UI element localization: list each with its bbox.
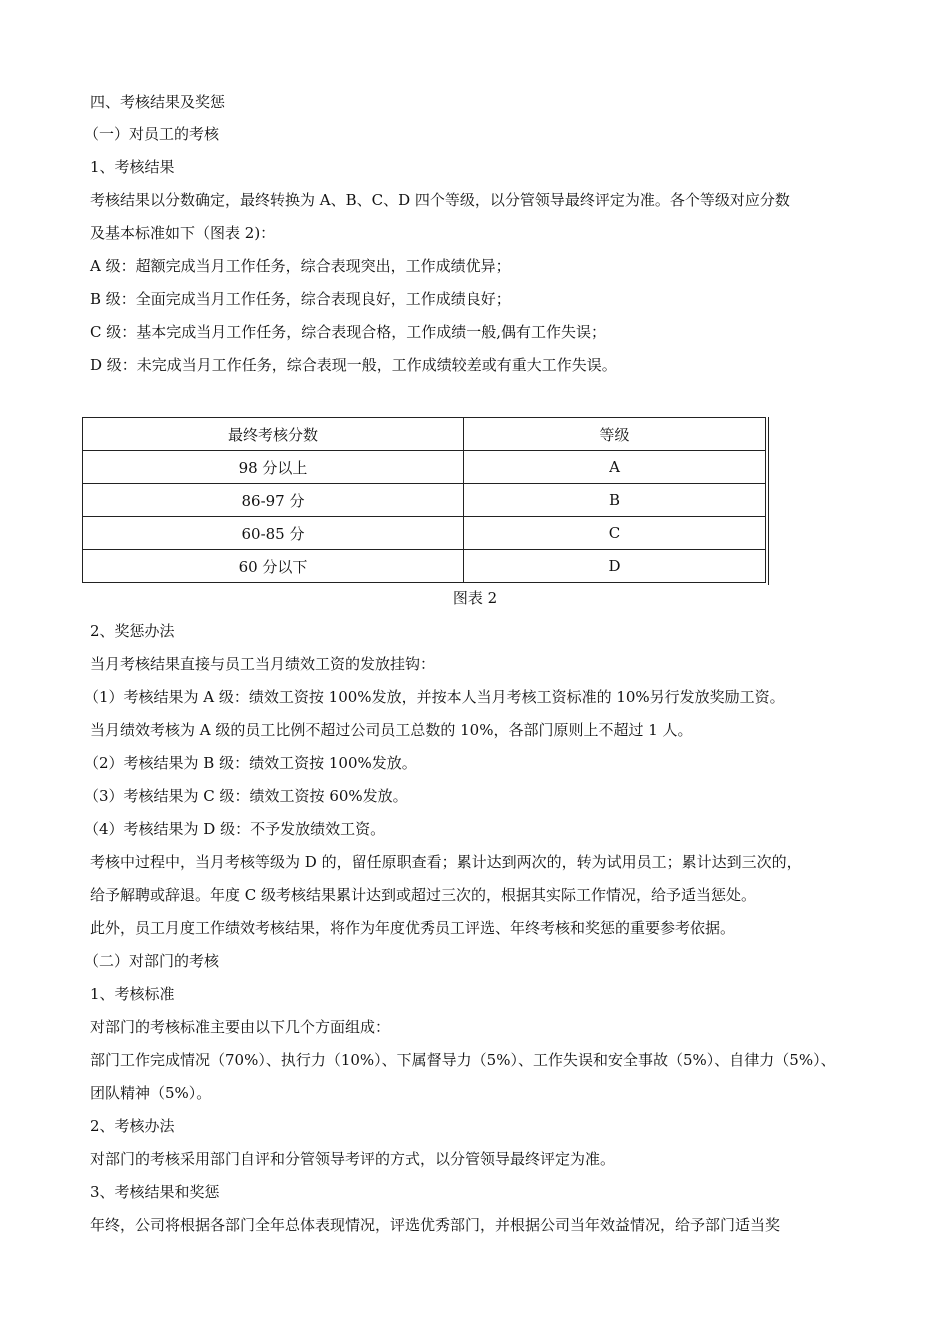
- grade-c-description: C 级：基本完成当月工作任务，综合表现合格，工作成绩一般,偶有工作失误；: [90, 323, 607, 341]
- table-cell: D: [464, 550, 766, 583]
- table-cell: A: [464, 451, 766, 484]
- item-heading-rewards: 2、奖惩办法: [90, 622, 175, 640]
- paragraph-line: 年终，公司将根据各部门全年总体表现情况，评选优秀部门，并根据公司当年效益情况，给予部门适当奖: [90, 1216, 781, 1234]
- paragraph-line: （2）考核结果为 B 级：绩效工资按 100%发放。: [84, 754, 417, 772]
- table-row: [83, 550, 766, 583]
- table-header-row: [83, 418, 766, 451]
- table-caption: 图表 2: [452, 589, 498, 607]
- subsection-heading-departments: （二）对部门的考核: [84, 952, 220, 970]
- table-row: [83, 517, 766, 550]
- paragraph-line: 考核中过程中，当月考核等级为 D 的，留任原职查看；累计达到两次的，转为试用员工；累计达到三次的，: [90, 853, 802, 871]
- paragraph-line: 此外，员工月度工作绩效考核结果，将作为年度优秀员工评选、年终考核和奖惩的重要参考依据。: [90, 919, 736, 937]
- table-row: [83, 451, 766, 484]
- table-double-border: [768, 417, 769, 585]
- table-row: [83, 484, 766, 517]
- paragraph-line: 当月考核结果直接与员工当月绩效工资的发放挂钩：: [90, 655, 436, 673]
- table-cell: C: [464, 517, 766, 550]
- table-header-cell: 等级: [464, 418, 766, 451]
- item-heading-method: 2、考核办法: [90, 1117, 175, 1135]
- item-heading-standards: 1、考核标准: [90, 985, 175, 1003]
- grade-table: [82, 417, 766, 583]
- section-heading: 四、考核结果及奖惩: [90, 93, 226, 111]
- paragraph-line: 对部门的考核标准主要由以下几个方面组成：: [90, 1018, 391, 1036]
- table-cell: 98 分以上: [83, 451, 464, 484]
- item-heading-results-rewards: 3、考核结果和奖惩: [90, 1183, 220, 1201]
- table-cell: 60 分以下: [83, 550, 464, 583]
- grade-b-description: B 级：全面完成当月工作任务，综合表现良好，工作成绩良好；: [90, 290, 511, 308]
- subsection-heading-employees: （一）对员工的考核: [84, 125, 220, 143]
- paragraph-line: （1）考核结果为 A 级：绩效工资按 100%发放，并按本人当月考核工资标准的 10%另行发放奖励工资。: [84, 688, 785, 706]
- paragraph-line: 团队精神（5%）。: [90, 1084, 212, 1102]
- grade-d-description: D 级：未完成当月工作任务，综合表现一般，工作成绩较差或有重大工作失误。: [90, 356, 617, 374]
- table-cell: B: [464, 484, 766, 517]
- paragraph-line: 当月绩效考核为 A 级的员工比例不超过公司员工总数的 10%，各部门原则上不超过 1 人。: [90, 721, 693, 739]
- paragraph-line: （4）考核结果为 D 级：不予发放绩效工资。: [84, 820, 386, 838]
- paragraph-line: 及基本标准如下（图表 2)：: [90, 224, 276, 242]
- paragraph-line: （3）考核结果为 C 级：绩效工资按 60%发放。: [84, 787, 408, 805]
- item-heading-results: 1、考核结果: [90, 158, 175, 176]
- paragraph-line: 部门工作完成情况（70%）、执行力（10%）、下属督导力（5%）、工作失误和安全事故（5%）、自律力（5%）、: [90, 1051, 836, 1069]
- table-cell: 86-97 分: [83, 484, 464, 517]
- paragraph-line: 对部门的考核采用部门自评和分管领导考评的方式，以分管领导最终评定为准。: [90, 1150, 616, 1168]
- grade-a-description: A 级：超额完成当月工作任务，综合表现突出，工作成绩优异；: [90, 257, 511, 275]
- table-header-cell: 最终考核分数: [83, 418, 464, 451]
- paragraph-line: 考核结果以分数确定，最终转换为 A、B、C、D 四个等级，以分管领导最终评定为准。各个等级对应分数: [90, 191, 790, 209]
- table-cell: 60-85 分: [83, 517, 464, 550]
- paragraph-line: 给予解聘或辞退。年度 C 级考核结果累计达到或超过三次的，根据其实际工作情况，给予适当惩处。: [90, 886, 757, 904]
